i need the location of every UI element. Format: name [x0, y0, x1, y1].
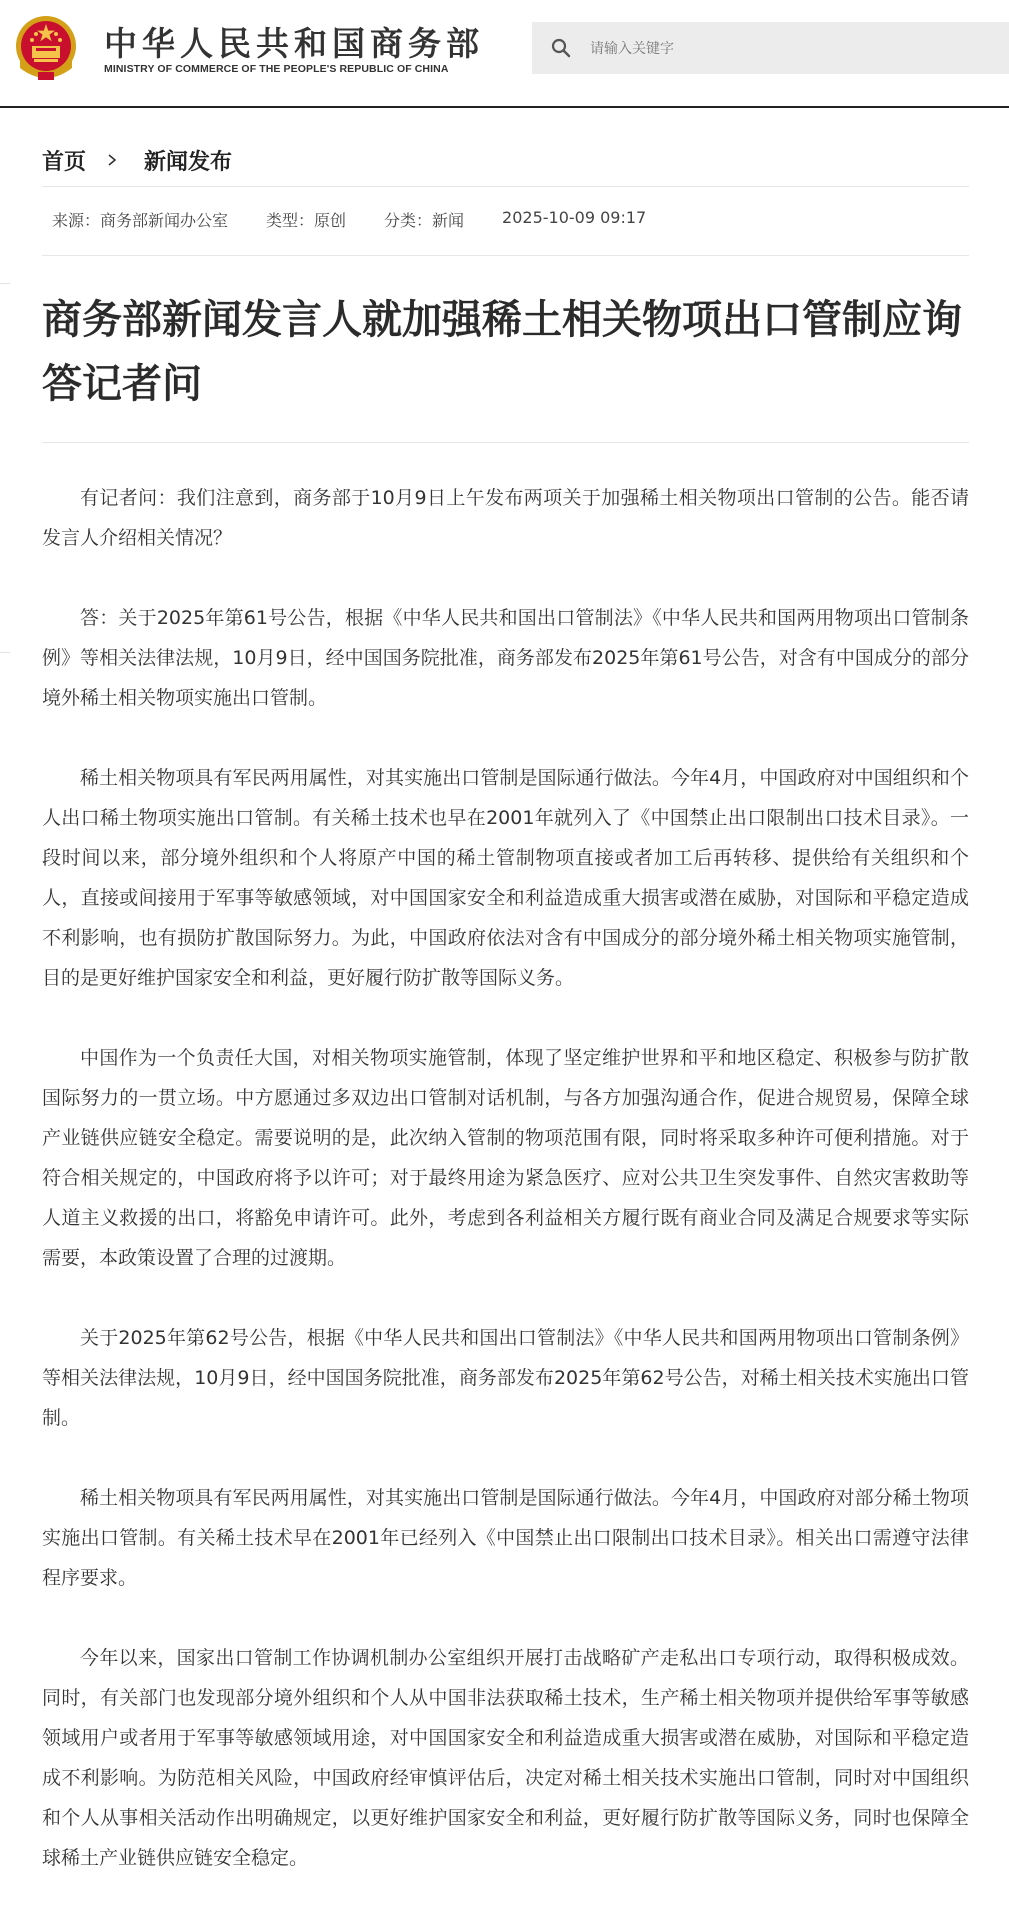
divider [42, 255, 969, 256]
breadcrumb-current-link[interactable]: 新闻发布 [144, 149, 233, 175]
breadcrumb-home-link[interactable]: 首页 [42, 149, 87, 175]
article-paragraph: 中国作为一个负责任大国，对相关物项实施管制，体现了坚定维护世界和平和地区稳定、积极参与防扩散国际努力的一贯立场。中方愿通过多双边出口管制对话机制，与各方加强沟通合作，促进合规贸易，保障全球产业链供应链安全稳定。需要说明的是，此次纳入管制的物项范围有限，同时将采取多种许可便利措施。对于符合相关规定的，中国政府将予以许可；对于最终用途为紧急医疗、应对公共卫生突发事件、自然灾害救助等人道主义救援的出口，将豁免申请许可。此外，考虑到各利益相关方履行既有商业合同及满足合规要求等实际需要，本政策设置了合理的过渡期。 [42, 1047, 969, 1269]
article-paragraph: 关于2025年第62号公告，根据《中华人民共和国出口管制法》《中华人民共和国两用物项出口管制条例》等相关法律法规，10月9日，经中国国务院批准，商务部发布2025年第62号公告，对稀土相关技术实施出口管制。 [42, 1327, 969, 1429]
search-box [532, 22, 1009, 74]
search-icon[interactable] [550, 37, 572, 59]
side-divider [0, 652, 10, 653]
national-emblem-icon[interactable] [12, 12, 80, 84]
article-paragraph: 有记者问：我们注意到，商务部于10月9日上午发布两项关于加强稀土相关物项出口管制的公告。能否请发言人介绍相关情况？ [42, 487, 969, 549]
chevron-right-icon [106, 154, 118, 166]
article-meta [52, 208, 684, 231]
site-subtitle-english: MINISTRY OF COMMERCE OF THE PEOPLE'S REPUBLIC OF CHINA [104, 63, 449, 75]
site-title[interactable]: 中华人民共和国商务部 [104, 24, 484, 63]
article-body [42, 478, 969, 1918]
search-input[interactable] [588, 22, 992, 76]
meta-type: 类型：原创 [266, 211, 347, 230]
article-paragraph: 今年以来，国家出口管制工作协调机制办公室组织开展打击战略矿产走私出口专项行动，取得积极成效。同时，有关部门也发现部分境外组织和个人从中国非法获取稀土技术，生产稀土相关物项并提供给军事等敏感领域用户或者用于军事等敏感领域用途，对中国国家安全和利益造成重大损害或潜在威胁，对国际和平稳定造成不利影响。为防范相关风险，中国政府经审慎评估后，决定对稀土相关技术实施出口管制，同时对中国组织和个人从事相关活动作出明确规定，以更好维护国家安全和利益，更好履行防扩散等国际义务，同时也保障全球稀土产业链供应链安全稳定。 [42, 1647, 969, 1869]
article-paragraph: 稀土相关物项具有军民两用属性，对其实施出口管制是国际通行做法。今年4月，中国政府对部分稀土物项实施出口管制。有关稀土技术早在2001年已经列入《中国禁止出口限制出口技术目录》。相关出口需遵守法律程序要求。 [42, 1487, 969, 1589]
divider [42, 442, 969, 443]
meta-datetime: 2025-10-09 09:17 [502, 208, 647, 227]
site-header [0, 0, 1009, 108]
side-divider [0, 283, 10, 284]
meta-category: 分类：新闻 [384, 211, 465, 230]
breadcrumb [42, 140, 232, 180]
article-paragraph: 答：关于2025年第61号公告，根据《中华人民共和国出口管制法》《中华人民共和国两用物项出口管制条例》等相关法律法规，10月9日，经中国国务院批准，商务部发布2025年第61号公告，对含有中国成分的部分境外稀土相关物项实施出口管制。 [42, 607, 969, 709]
divider [42, 186, 969, 187]
article-title: 商务部新闻发言人就加强稀土相关物项出口管制应询答记者问 [42, 297, 962, 407]
meta-source: 来源：商务部新闻办公室 [52, 211, 229, 230]
article-paragraph: 稀土相关物项具有军民两用属性，对其实施出口管制是国际通行做法。今年4月，中国政府对中国组织和个人出口稀土物项实施出口管制。有关稀土技术也早在2001年就列入了《中国禁止出口限制出口技术目录》。一段时间以来，部分境外组织和个人将原产中国的稀土管制物项直接或者加工后再转移、提供给有关组织和个人，直接或间接用于军事等敏感领域，对中国国家安全和利益造成重大损害或潜在威胁，对国际和平稳定造成不利影响，也有损防扩散国际努力。为此，中国政府依法对含有中国成分的部分境外稀土相关物项实施管制，目的是更好维护国家安全和利益，更好履行防扩散等国际义务。 [42, 767, 969, 989]
